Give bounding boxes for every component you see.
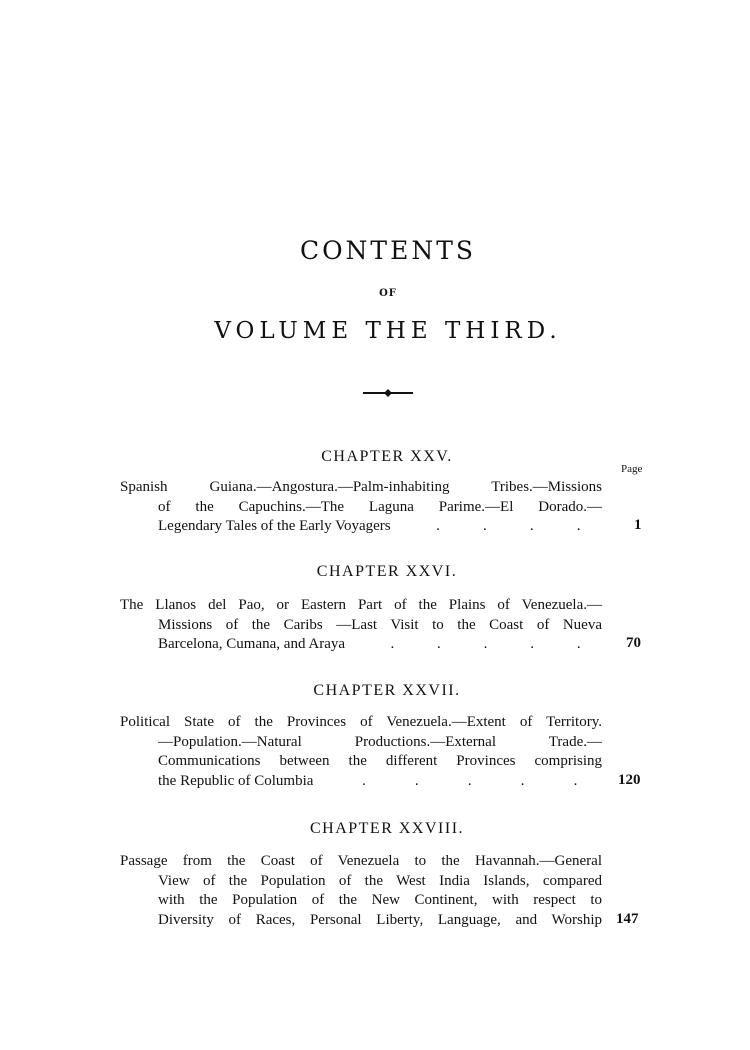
entry-line: Diversity of Races, Personal Liberty, Language, and Worship [158,912,602,929]
dot-leader: . . . . . [361,773,578,790]
chapter-heading: CHAPTER XXV. [321,448,453,465]
chapter-heading: CHAPTER XXVIII. [309,820,465,837]
entry-line-last [120,517,602,537]
entry-line: Communications between the different Provinces comprising [158,753,602,770]
page-number: 70 [626,635,641,651]
entry-line: Passage from the Coast of Venezuela to the Havannah.—General [120,853,602,869]
entry-line: The Llanos del Pao, or Eastern Part of the Plains of Venezuela.— [120,597,602,613]
dot-leader: . . . . [436,518,581,535]
dot-leader: . . . . . [390,636,581,653]
entry-line-last [120,772,602,792]
page-number: 147 [616,911,639,927]
chapter-entry [120,713,602,792]
chapter-heading: CHAPTER XXVI. [316,563,458,580]
entry-line-text: Legendary Tales of the Early Voyagers [158,518,391,535]
ornament-divider-icon [362,386,414,400]
page-number: 1 [634,517,642,533]
entry-line: Spanish Guiana.—Angostura.—Palm-inhabiting Tribes.—Missions [120,479,602,495]
entry-line: —Population.—Natural Productions.—External Trade.— [158,733,602,750]
chapter-entry [120,478,602,537]
entry-line: Missions of the Caribs —Last Visit to the Coast of Nueva [158,616,602,633]
contents-title: CONTENTS [299,236,477,265]
page-column-label: Page [621,463,643,475]
volume-title: VOLUME THE THIRD. [214,318,562,344]
chapter-heading: CHAPTER XXVII. [313,682,461,699]
chapter-entry [120,596,602,655]
entry-line-text: Barcelona, Cumana, and Araya [158,636,346,653]
entry-line-text: the Republic of Columbia [158,773,314,790]
page-number: 120 [618,772,641,788]
entry-line: View of the Population of the West India Islands, compared [158,872,602,889]
chapter-entry [120,852,602,931]
of-label: OF [379,288,397,299]
entry-line-last [120,635,602,655]
entry-line: of the Capuchins.—The Laguna Parime.—El Dorado.— [158,498,602,515]
entry-line: with the Population of the New Continent, with respect to [158,892,602,909]
entry-line: Political State of the Provinces of Venezuela.—Extent of Territory. [120,714,602,730]
